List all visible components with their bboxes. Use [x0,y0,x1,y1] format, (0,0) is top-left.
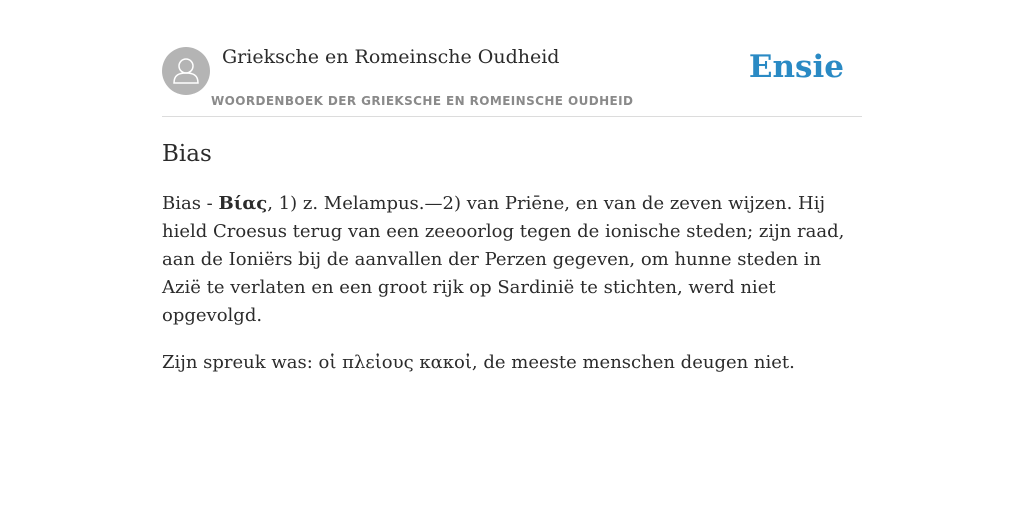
entry-lead: Bias - [162,193,219,214]
book-title-link[interactable]: Grieksche en Romeinsche Oudheid [222,46,560,68]
entry-title: Bias [162,141,212,167]
greek-term: Βίας [218,193,268,214]
ensie-logo-link[interactable]: Ensie [748,49,844,85]
entry-body [162,190,862,377]
entry-text: , 1) z. Melampus.—2) van Priēne, en van de zeven wijzen. Hij hield Croesus terug van een zeeoorlog tegen de ionische steden; zijn raad, aan de Ioniërs bij de aanvallen der Perzen gegeven, om hunne steden in Azië te verlaten en een groot rijk op Sardinië te stichten, werd niet opgevolgd. [162,193,845,326]
book-subtitle: WOORDENBOEK DER GRIEKSCHE EN ROMEINSCHE OUDHEID [211,94,634,108]
header [162,40,862,117]
entry-content [162,138,862,396]
user-avatar-icon[interactable] [162,47,210,95]
entry-paragraph-1 [162,190,862,330]
entry-paragraph-2: Zijn spreuk was: οἱ πλεἰους κακοἰ, de meeste menschen deugen niet. [162,352,795,373]
